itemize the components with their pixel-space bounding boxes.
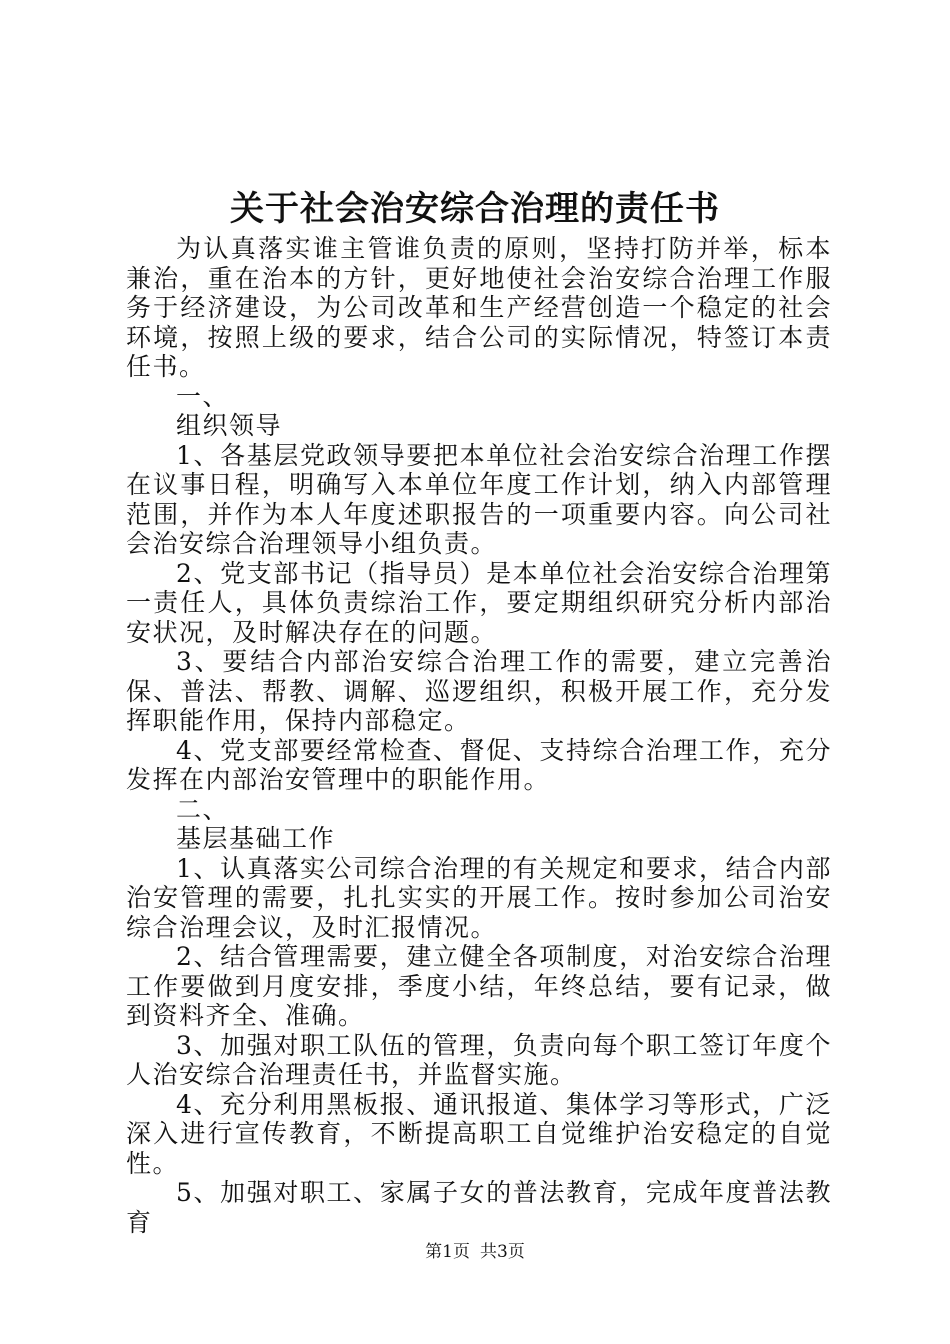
- section-1-item-1: 1、各基层党政领导要把本单位社会治安综合治理工作摆在议事日程，明确写入本单位年度工作计划，纳入内部管理范围，并作为本人年度述职报告的一项重要内容。向公司社会治安综合治理领导小组负责。: [126, 440, 832, 558]
- section-heading-1: 组织领导: [176, 411, 283, 440]
- section-2-item-1: 1、认真落实公司综合治理的有关规定和要求，结合内部治安管理的需要，扎扎实实的开展工作。按时参加公司治安综合治理会议，及时汇报情况。: [126, 853, 832, 942]
- section-1-item-4: 4、党支部要经常检查、督促、支持综合治理工作，充分发挥在内部治安管理中的职能作用。: [126, 735, 832, 794]
- section-number-1: 一、: [176, 381, 230, 411]
- section-1-item-3: 3、要结合内部治安综合治理工作的需要，建立完善治保、普法、帮教、调解、巡逻组织，积极开展工作，充分发挥职能作用，保持内部稳定。: [126, 647, 832, 735]
- section-2-item-5: 5、加强对职工、家属子女的普法教育，完成年度普法教育: [126, 1178, 832, 1237]
- intro-paragraph: 为认真落实谁主管谁负责的原则，坚持打防并举，标本兼治，重在治本的方针，更好地使社会治安综合治理工作服务于经济建设，为公司改革和生产经营创造一个稳定的社会环境，按照上级的要求，结合公司的实际情况，特签订本责任书。: [126, 234, 832, 381]
- section-number-2: 二、: [176, 794, 230, 824]
- section-2-item-3: 3、加强对职工队伍的管理，负责向每个职工签订年度个人治安综合治理责任书，并监督实施。: [126, 1030, 832, 1089]
- page-footer: [0, 1240, 950, 1264]
- document-title: 关于社会治安综合治理的责任书: [230, 189, 720, 229]
- section-heading-2: 基层基础工作: [176, 824, 336, 853]
- section-1-item-2: 2、党支部书记（指导员）是本单位社会治安综合治理第一责任人，具体负责综治工作，要定期组织研究分析内部治安状况，及时解决存在的问题。: [126, 558, 832, 647]
- section-2-item-4: 4、充分利用黑板报、通讯报道、集体学习等形式，广泛深入进行宣传教育，不断提高职工自觉维护治安稳定的自觉性。: [126, 1089, 832, 1178]
- page-total: 共3页: [480, 1242, 525, 1262]
- page-number: 第1页: [425, 1242, 470, 1262]
- section-2-item-2: 2、结合管理需要，建立健全各项制度，对治安综合治理工作要做到月度安排，季度小结，年终总结，要有记录，做到资料齐全、准确。: [126, 942, 832, 1030]
- document-body: [126, 234, 832, 1237]
